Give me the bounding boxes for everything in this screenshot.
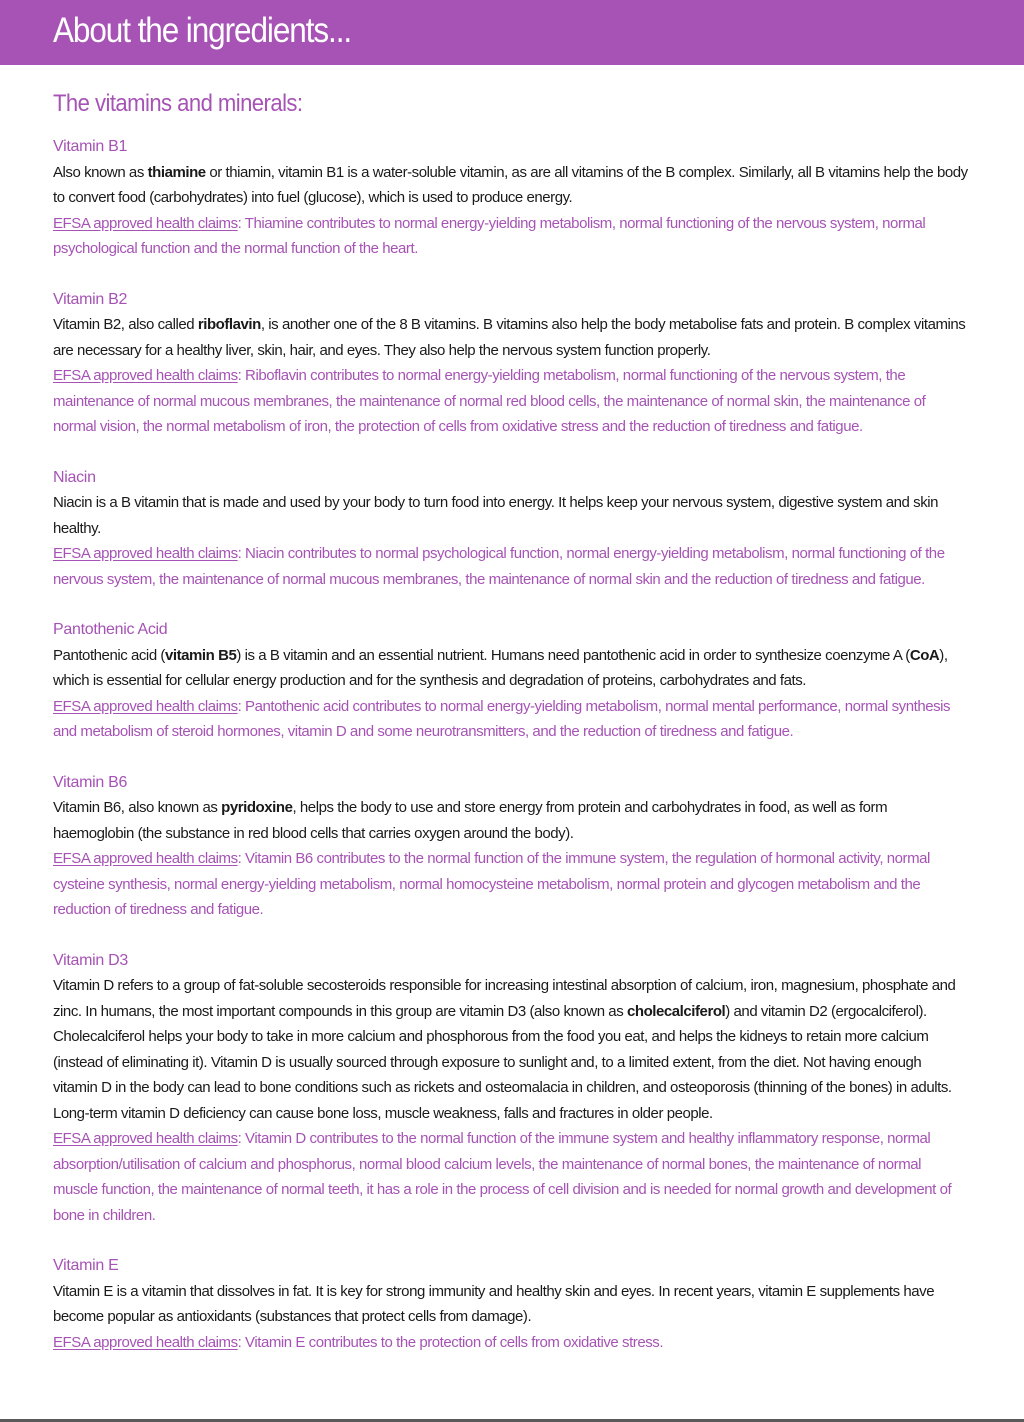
description-text: Vitamin B2, also called — [53, 316, 198, 333]
nutrient-section — [53, 287, 968, 440]
claims-text: : Vitamin D contributes to the normal function of the immune system and healthy inflammatory response, normal absorption/utilisation of calcium and phosphorus, normal blood calcium levels, the maintenance of normal bones, the maintenance of normal muscle function, the maintenance of normal teeth, it has a role in the process of cell division and is needed for normal growth and development of bone in children. — [53, 1130, 952, 1224]
efsa-claims-link[interactable]: EFSA approved health claims — [53, 1130, 238, 1147]
health-claims — [53, 846, 968, 923]
efsa-claims-link[interactable]: EFSA approved health claims — [53, 545, 238, 562]
health-claims — [53, 363, 968, 440]
claims-text: : Riboflavin contributes to normal energy-yielding metabolism, normal functioning of the nervous system, the maintenance of normal mucous membranes, the maintenance of normal red blood cells, the maintenance of normal skin, the maintenance of normal vision, the normal metabolism of iron, the protection of cells from oxidative stress and the reduction of tiredness and fatigue. — [53, 367, 926, 435]
efsa-claims-link[interactable]: EFSA approved health claims — [53, 697, 238, 715]
nutrient-description — [53, 973, 968, 1126]
bold-term: CoA — [909, 646, 940, 664]
nutrient-name: Vitamin E — [53, 1257, 119, 1274]
description-text: , is another one of the 8 B vitamins. B vitamins also help the body metabolise fats and protein. B complex vitamins are necessary for a healthy liver, skin, hair, and eyes. They also help the nervous system function properly. — [53, 316, 966, 359]
main-content — [53, 88, 968, 1380]
claims-text: : Vitamin B6 contributes to the normal function of the immune system, the regulation of hormonal activity, normal cysteine synthesis, normal energy-yielding metabolism, normal homocysteine metabolism, normal protein and glycogen metabolism and the reduction of tiredness and fatigue. — [53, 850, 930, 918]
description-text: ), which is essential for cellular energy production and for the synthesis and degradation of proteins, carbohydrates and fats. — [53, 646, 948, 689]
nutrient-name: Vitamin B2 — [53, 290, 128, 308]
claims-text: : Pantothenic acid contributes to normal energy-yielding metabolism, normal mental performance, normal synthesis and metabolism of steroid hormones, vitamin D and some neurotransmitters, and the reduction of tiredness and fatigue. — [53, 697, 951, 740]
description-text: , helps the body to use and store energy from protein and carbohydrates in food, as well as form haemoglobin (the substance in red blood cells that carries oxygen around the body). — [53, 799, 888, 842]
nutrient-section — [53, 465, 968, 593]
nutrient-name: Pantothenic Acid — [53, 621, 168, 638]
nutrient-name: Vitamin D3 — [53, 951, 128, 969]
nutrient-section — [53, 134, 968, 262]
description-text: or thiamin, vitamin B1 is a water-soluble vitamin, as are all vitamins of the B complex. Similarly, all B vitamins help the body to convert food (carbohydrates) into fuel (glucose), which is used to produce energy. — [53, 163, 968, 206]
description-text: Vitamin E is a vitamin that dissolves in fat. It is key for strong immunity and healthy skin and eyes. In recent years, vitamin E supplements have become popular as antioxidants (substances that protect cells from damage). — [53, 1282, 935, 1325]
description-text: Pantothenic acid ( — [53, 646, 165, 664]
nutrient-section — [53, 617, 968, 745]
nutrient-description — [53, 490, 968, 541]
bold-term: vitamin B5 — [164, 646, 237, 664]
health-claims — [53, 1126, 968, 1228]
efsa-claims-link[interactable]: EFSA approved health claims — [53, 214, 238, 232]
nutrient-description — [53, 312, 968, 363]
description-text: Also known as — [53, 163, 148, 181]
nutrient-name: Vitamin B1 — [53, 138, 128, 155]
nutrient-list — [53, 134, 968, 1355]
nutrient-section — [53, 1253, 968, 1355]
health-claims — [53, 1330, 968, 1356]
claims-text: : Vitamin E contributes to the protection of cells from oxidative stress. — [237, 1333, 664, 1351]
header-bar — [0, 0, 1024, 65]
claims-text: : Niacin contributes to normal psychological function, normal energy-yielding metabolism, normal functioning of the nervous system, the maintenance of normal mucous membranes, the maintenance of normal skin and the reduction of tiredness and fatigue. — [53, 545, 945, 588]
nutrient-description — [53, 795, 968, 846]
nutrient-name: Vitamin B6 — [53, 773, 128, 791]
page-title: About the ingredients... — [53, 11, 352, 50]
efsa-claims-link[interactable]: EFSA approved health claims — [53, 367, 238, 384]
bold-term: thiamine — [147, 163, 206, 181]
nutrient-name: Niacin — [53, 468, 96, 486]
bold-term: cholecalciferol — [626, 1002, 726, 1020]
health-claims — [53, 211, 968, 262]
description-text: Niacin is a B vitamin that is made and used by your body to turn food into energy. It helps keep your nervous system, digestive system and skin healthy. — [53, 494, 939, 537]
description-text: Vitamin B6, also known as — [53, 799, 222, 816]
nutrient-description — [53, 160, 968, 211]
claims-text: : Thiamine contributes to normal energy-yielding metabolism, normal functioning of the nervous system, normal psychological function and the normal function of the heart. — [53, 214, 926, 257]
section-heading: The vitamins and minerals: — [53, 90, 303, 117]
bold-term: pyridoxine — [221, 799, 293, 816]
bold-term: riboflavin — [197, 316, 261, 333]
health-claims — [53, 694, 968, 745]
nutrient-section — [53, 948, 968, 1229]
efsa-claims-link[interactable]: EFSA approved health claims — [53, 1333, 238, 1351]
health-claims — [53, 541, 968, 592]
efsa-claims-link[interactable]: EFSA approved health claims — [53, 850, 238, 867]
nutrient-description — [53, 643, 968, 694]
nutrient-description — [53, 1279, 968, 1330]
nutrient-section — [53, 770, 968, 923]
description-text: ) is a B vitamin and an essential nutrient. Humans need pantothenic acid in order to synthesize coenzyme A ( — [236, 646, 910, 664]
description-text: ) and vitamin D2 (ergocalciferol). Cholecalciferol helps your body to take in more calcium and phosphorous from the food you eat, and helps the kidneys to retain more calcium (instead of eliminating it). Vitamin D is usually sourced through exposure to sunlight and, to a limited extent, from the diet. Not having enough vitamin D in the body can lead to bone conditions such as rickets and osteomalacia in children, and osteoporosis (thinning of the bones) in adults. Long-term vitamin D deficiency can cause bone loss, muscle weakness, falls and fractures in older people. — [53, 1002, 952, 1122]
description-text: Vitamin D refers to a group of fat-soluble secosteroids responsible for increasing intestinal absorption of calcium, iron, magnesium, phosphate and zinc. In humans, the most important compounds in this group are vitamin D3 (also known as — [53, 977, 956, 1020]
